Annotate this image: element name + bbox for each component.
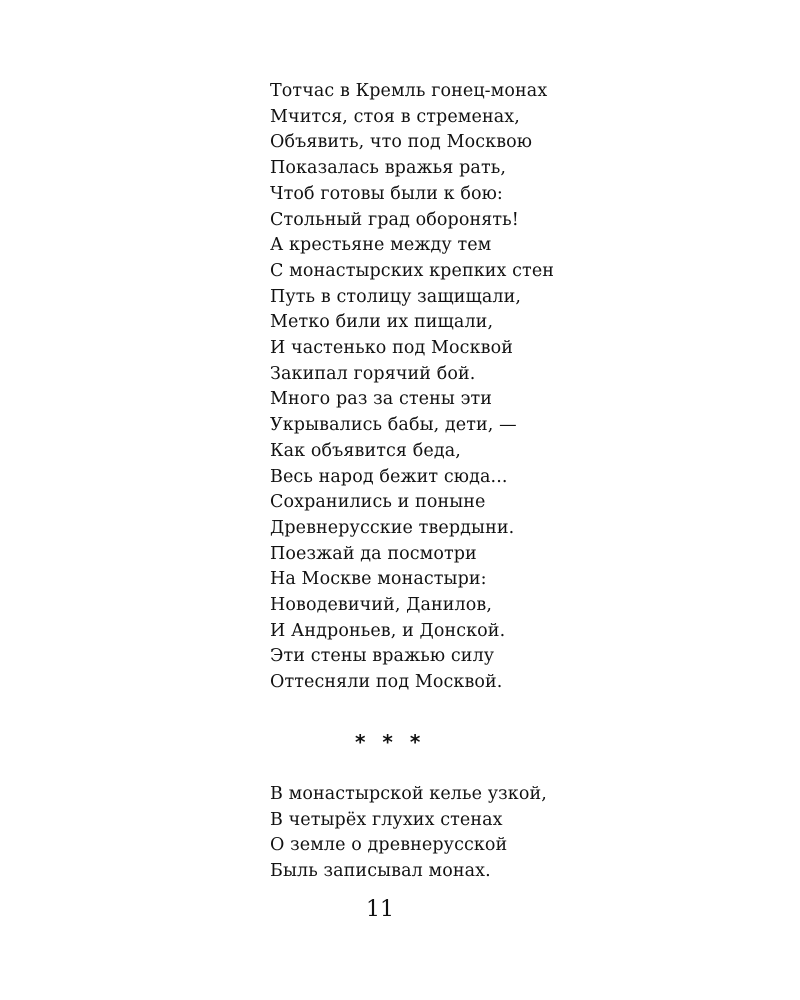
page-number: 11 — [366, 897, 394, 922]
poem-line: Закипал горячий бой. — [270, 363, 476, 384]
poem-line: Эти стены вражью силу — [270, 646, 495, 667]
poem-stanza-1 — [270, 79, 554, 696]
poem-line: Стольный град оборонять! — [270, 209, 519, 230]
poem-line: Объявить, что под Москвою — [270, 132, 533, 153]
poem-line: На Москве монастыри: — [270, 569, 487, 590]
poem-line: В монастырской келье узкой, — [270, 784, 547, 804]
poem-line: О земле о древнерусской — [270, 835, 508, 856]
poem-line: Поезжай да посмотри — [270, 543, 477, 564]
poem-line: Древнерусские твердыни. — [270, 517, 515, 538]
poem-line: Мчится, стоя в стременах, — [270, 106, 520, 127]
poem-line: Быль записывал монах. — [270, 861, 491, 882]
poem-line: Весь народ бежит сюда... — [270, 466, 508, 487]
poem-line: С монастырских крепких стен — [270, 260, 555, 281]
poem-line: Путь в столицу защищали, — [270, 286, 522, 307]
poem-line: В четырёх глухих стенах — [270, 809, 503, 830]
poem-line: Новодевичий, Данилов, — [270, 595, 493, 616]
poem-line: Чтоб готовы были к бою: — [270, 183, 503, 204]
poem-line: Оттесняли под Москвой. — [270, 672, 503, 693]
poem-line: И Андроньев, и Донской. — [270, 620, 506, 641]
poem-line: Сохранились и поныне — [270, 492, 486, 513]
poem-line: Показалась вражья рать, — [270, 158, 507, 179]
poem-stanza-2 — [270, 782, 547, 885]
stanza-separator: * * * — [355, 730, 426, 754]
poem-line: Тотчас в Кремль гонец-монах — [270, 81, 548, 101]
poem-line: Много раз за стены эти — [270, 389, 493, 410]
poem-line: Метко били их пищали, — [270, 312, 494, 333]
poem-line: И частенько под Москвой — [270, 338, 513, 359]
poem-line: Укрывались бабы, дети, — — [270, 415, 517, 436]
poem-line: А крестьяне между тем — [270, 235, 492, 256]
poem-line: Как объявится беда, — [270, 440, 461, 461]
